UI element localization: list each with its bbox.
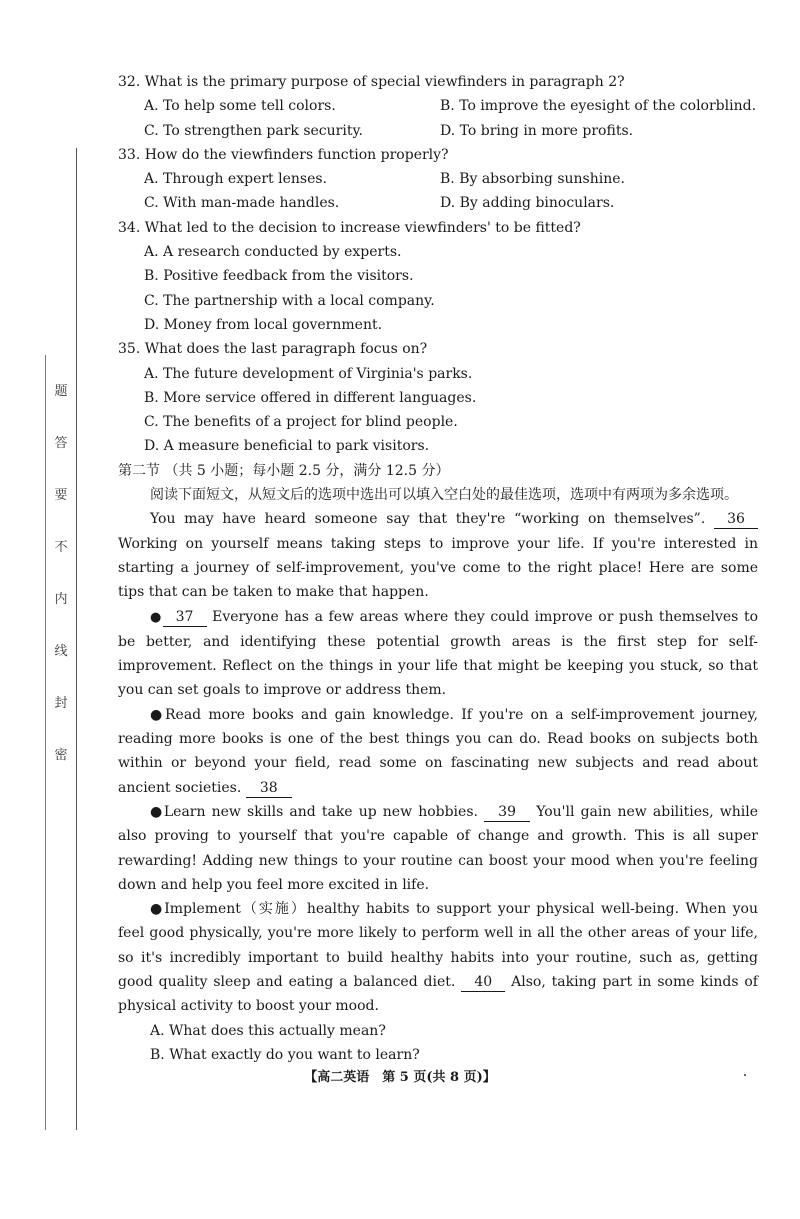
- option: D. Money from local government.: [144, 316, 383, 333]
- margin-char: 密: [54, 748, 68, 763]
- margin-char: 要: [54, 488, 68, 503]
- option: D. A measure beneficial to park visitors.: [144, 438, 430, 455]
- section-instruction: 阅读下面短文，从短文后的选项中选出可以填入空白处的最佳选项，选项中有两项为多余选项。: [150, 487, 738, 504]
- margin-char: 封: [54, 696, 68, 711]
- option: C. With man-made handles.: [144, 195, 340, 212]
- passage-paragraph: [118, 703, 758, 800]
- option: C. The benefits of a project for blind people.: [144, 414, 458, 431]
- option: A. The future development of Virginia's parks.: [144, 365, 473, 382]
- option: C. The partnership with a local company.: [144, 292, 435, 309]
- text-run: You'll gain new abilities, while also proving to yourself that you're capable of change and growth. This is all super rewarding! Adding new things to your routine can boost your mood when you're feeling down and help you feel more excited in life.: [118, 803, 758, 893]
- text-run: ●Learn new skills and take up new hobbies.: [150, 803, 485, 820]
- option-row: [118, 167, 758, 191]
- option-row: [118, 94, 758, 118]
- passage-paragraph: [118, 897, 758, 1018]
- option: A. Through expert lenses.: [144, 171, 328, 188]
- question-stem: 33. How do the viewfinders function properly?: [118, 146, 449, 163]
- option: C. To strengthen park security.: [144, 122, 363, 139]
- exam-content: [118, 70, 758, 1067]
- option-row: [118, 119, 758, 143]
- margin-char: 不: [54, 540, 68, 555]
- option: D. By adding binoculars.: [440, 195, 615, 212]
- bullet-icon: ●: [150, 609, 163, 625]
- option: A. To help some tell colors.: [144, 98, 336, 115]
- text-run: Working on yourself means taking steps to improve your life. If you're interested in starting a journey of self-improvement, you've come to the right place! Here are some tips that can be taken to make that happen.: [118, 535, 758, 601]
- option: B. By absorbing sunshine.: [440, 171, 625, 188]
- text-run: Also, taking part in some kinds of physical activity to boost your mood.: [118, 973, 758, 1015]
- margin-char: 答: [54, 436, 68, 451]
- text-run: ●Implement（实施）healthy habits to support your physical well-being. When you feel good physically, you're more likely to perform well in all the other areas of your life, so it's incredibly important to build healthy habits into your routine, such as, getting good quality sleep and eating a balanced diet.: [118, 901, 758, 990]
- answer-blank-37: 37: [163, 608, 207, 627]
- margin-char: 题: [54, 384, 68, 399]
- binding-line: [76, 148, 77, 1130]
- question-stem: 34. What led to the decision to increase viewfinders' to be fitted?: [118, 219, 581, 236]
- question-stem: 32. What is the primary purpose of special viewfinders in paragraph 2?: [118, 74, 625, 90]
- option: A. A research conducted by experts.: [144, 244, 402, 261]
- text-run: You may have heard someone say that they're “working on themselves”.: [150, 511, 714, 528]
- passage-paragraph: [118, 605, 758, 703]
- answer-option: B. What exactly do you want to learn?: [150, 1046, 420, 1063]
- passage-paragraph: [118, 507, 758, 604]
- text-run: Everyone has a few areas where they could improve or push themselves to be better, and identifying these potential growth areas is the first step for self-improvement. Reflect on the things in your life that might be keeping you stuck, so that you can set goals to improve or address them.: [118, 608, 758, 699]
- answer-blank-38: 38: [246, 779, 292, 798]
- passage-paragraph: [118, 800, 758, 897]
- option: B. Positive feedback from the visitors.: [144, 268, 414, 285]
- option: B. More service offered in different languages.: [144, 389, 477, 406]
- margin-char: 线: [54, 644, 68, 659]
- text-run: ●Read more books and gain knowledge. If you're on a self-improvement journey, reading more books is one of the best things you can do. Read books on subjects both within or beyond your field, read some on fascinating new subjects and read about ancient societies.: [118, 706, 758, 796]
- answer-blank-39: 39: [484, 803, 530, 822]
- section-title: 第二节 （共 5 小题；每小题 2.5 分，满分 12.5 分）: [118, 462, 450, 479]
- option: B. To improve the eyesight of the colorblind.: [440, 98, 757, 115]
- binding-line-outer: [45, 355, 46, 1130]
- answer-blank-40: 40: [461, 973, 505, 992]
- margin-char: 内: [54, 592, 68, 607]
- page-footer: 【高二英语 第 5 页(共 8 页)】: [304, 1070, 496, 1085]
- question-stem: 35. What does the last paragraph focus on?: [118, 341, 428, 358]
- answer-option: A. What does this actually mean?: [150, 1022, 386, 1039]
- answer-blank-36: 36: [714, 510, 758, 529]
- footer-dot: [744, 1074, 746, 1076]
- option: D. To bring in more profits.: [440, 122, 634, 139]
- option-row: [118, 191, 758, 215]
